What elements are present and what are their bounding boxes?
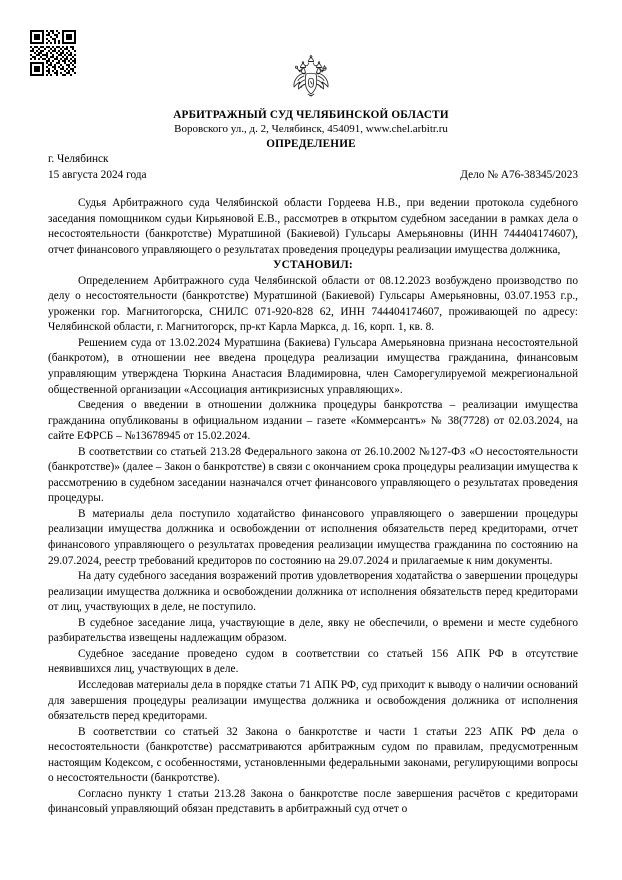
paragraph-article-32-223: В соответствии со статьей 32 Закона о банкротстве и части 1 статьи 223 АПК РФ дела о несостоятельности (банкротстве) рассматриваются арбитражным судом по правилам, предусмотренным настоящим Кодексом, с особенностями, установленными федеральными законами, регулирующими вопросы о несостоятельности (банкротстве). xyxy=(48,725,578,785)
paragraph-publication: Сведения о введении в отношении должника процедуры банкротства – реализации имущества гражданина опубликованы в официальном издании – газете «Коммерсантъ» № 38(7728) от 02.03.2024, на сайте ЕФРСБ – №13678945 от 15.02.2024. xyxy=(48,399,578,443)
section-heading-ustanovil: УСТАНОВИЛ: xyxy=(273,259,353,272)
paragraph-intro: Судья Арбитражного суда Челябинской области Гордеева Н.В., при ведении протокола судебного заседания помощником судьи Кирьяновой Е.В., рассмотрев в открытом судебном заседании в рамках дела о несостоятельности (банкротстве) Муратшиной (Бакиевой) Гульсары Амерьяновны (ИНН 744404174607), отчет финансового управляющего о результатах проведения процедуры реализации имущества должника, xyxy=(48,197,578,256)
city-label: г. Челябинск xyxy=(48,153,109,165)
paragraph-no-appearance: В судебное заседание лица, участвующие в деле, явку не обеспечили, о времени и месте судебного разбирательства извещены надлежащим образом. xyxy=(48,616,578,645)
court-name: АРБИТРАЖНЫЙ СУД ЧЕЛЯБИНСКОЙ ОБЛАСТИ xyxy=(173,109,449,121)
case-number: Дело № А76-38345/2023 xyxy=(460,168,578,181)
document-body xyxy=(48,196,578,818)
document-type-title: ОПРЕДЕЛЕНИЕ xyxy=(266,138,356,150)
paragraph-case-initiation: Определением Арбитражного суда Челябинской области от 08.12.2023 возбуждено производство по делу о несостоятельности (банкротстве) Муратшиной (Бакиевой) Гульсары Амерьяновны, 03.07.1953 г.р., уроженки гор. Магнитогорска, СНИЛС 071-920-828 62, ИНН 744404174607, проживающей по адресу: Челябинской области, г. Магнитогорск, пр-кт Карла Маркса, д. 16, корп. 1, кв. 8. xyxy=(48,274,578,334)
court-address: Воровского ул., д. 2, Челябинск, 454091, www.chel.arbitr.ru xyxy=(174,123,448,135)
paragraph-article-156: Судебное заседание проведено судом в соответствии со статьей 156 АПК РФ в отсутствие неявившихся лиц, участвующих в деле. xyxy=(48,647,578,676)
russian-coat-of-arms xyxy=(0,55,622,110)
document-date: 15 августа 2024 года xyxy=(48,168,147,181)
paragraph-no-objections: На дату судебного заседания возражений против удовлетворения ходатайства о завершении процедуры реализации имущества должника и освобождении должника от исполнения обязательств перед кредиторами от лиц, участвующих в деле, не поступило. xyxy=(48,570,578,614)
paragraph-clause-213-28-1: Согласно пункту 1 статьи 213.28 Закона о банкротстве после завершения расчётов с кредиторами финансовый управляющий обязан представить в арбитражный суд отчет о xyxy=(48,787,578,816)
paragraph-petition-received: В материалы дела поступило ходатайство финансового управляющего о завершении процедуры реализации имущества должника и освобождении от исполнения обязательств перед кредиторами, отчет финансового управляющего о результатах проведения реализации имущества гражданина по состоянию на 29.07.2024, реестр требований кредиторов по состоянию на 29.07.2024 и прилагаемые к ним документы. xyxy=(48,507,578,567)
document-meta xyxy=(48,152,578,183)
paragraph-court-decision: Решением суда от 13.02.2024 Муратшина (Бакиева) Гульсара Амерьяновна признана несостоятельной (банкротом), в отношении нее введена процедура реализации имущества гражданина, финансовым управляющим утверждена Тюркина Анастасия Владимировна, член Саморегулируемой межрегиональной общественной организации «Ассоциация антикризисных управляющих». xyxy=(48,336,578,396)
paragraph-law-213-28: В соответствии со статьей 213.28 Федерального закона от 26.10.2002 №127-ФЗ «О несостоятельности (банкротстве)» (далее – Закон о банкротстве) в связи с окончанием срока процедуры реализации имущества к рассмотрению в судебном заседании назначался отчет финансового управляющего о результатах проведения процедуры. xyxy=(48,445,578,505)
paragraph-article-71: Исследовав материалы дела в порядке статьи 71 АПК РФ, суд приходит к выводу о наличии оснований для завершения процедуры реализации имущества должника и освобождения должника от исполнения обязательств перед кредиторами. xyxy=(48,678,578,723)
document-header xyxy=(0,108,622,152)
